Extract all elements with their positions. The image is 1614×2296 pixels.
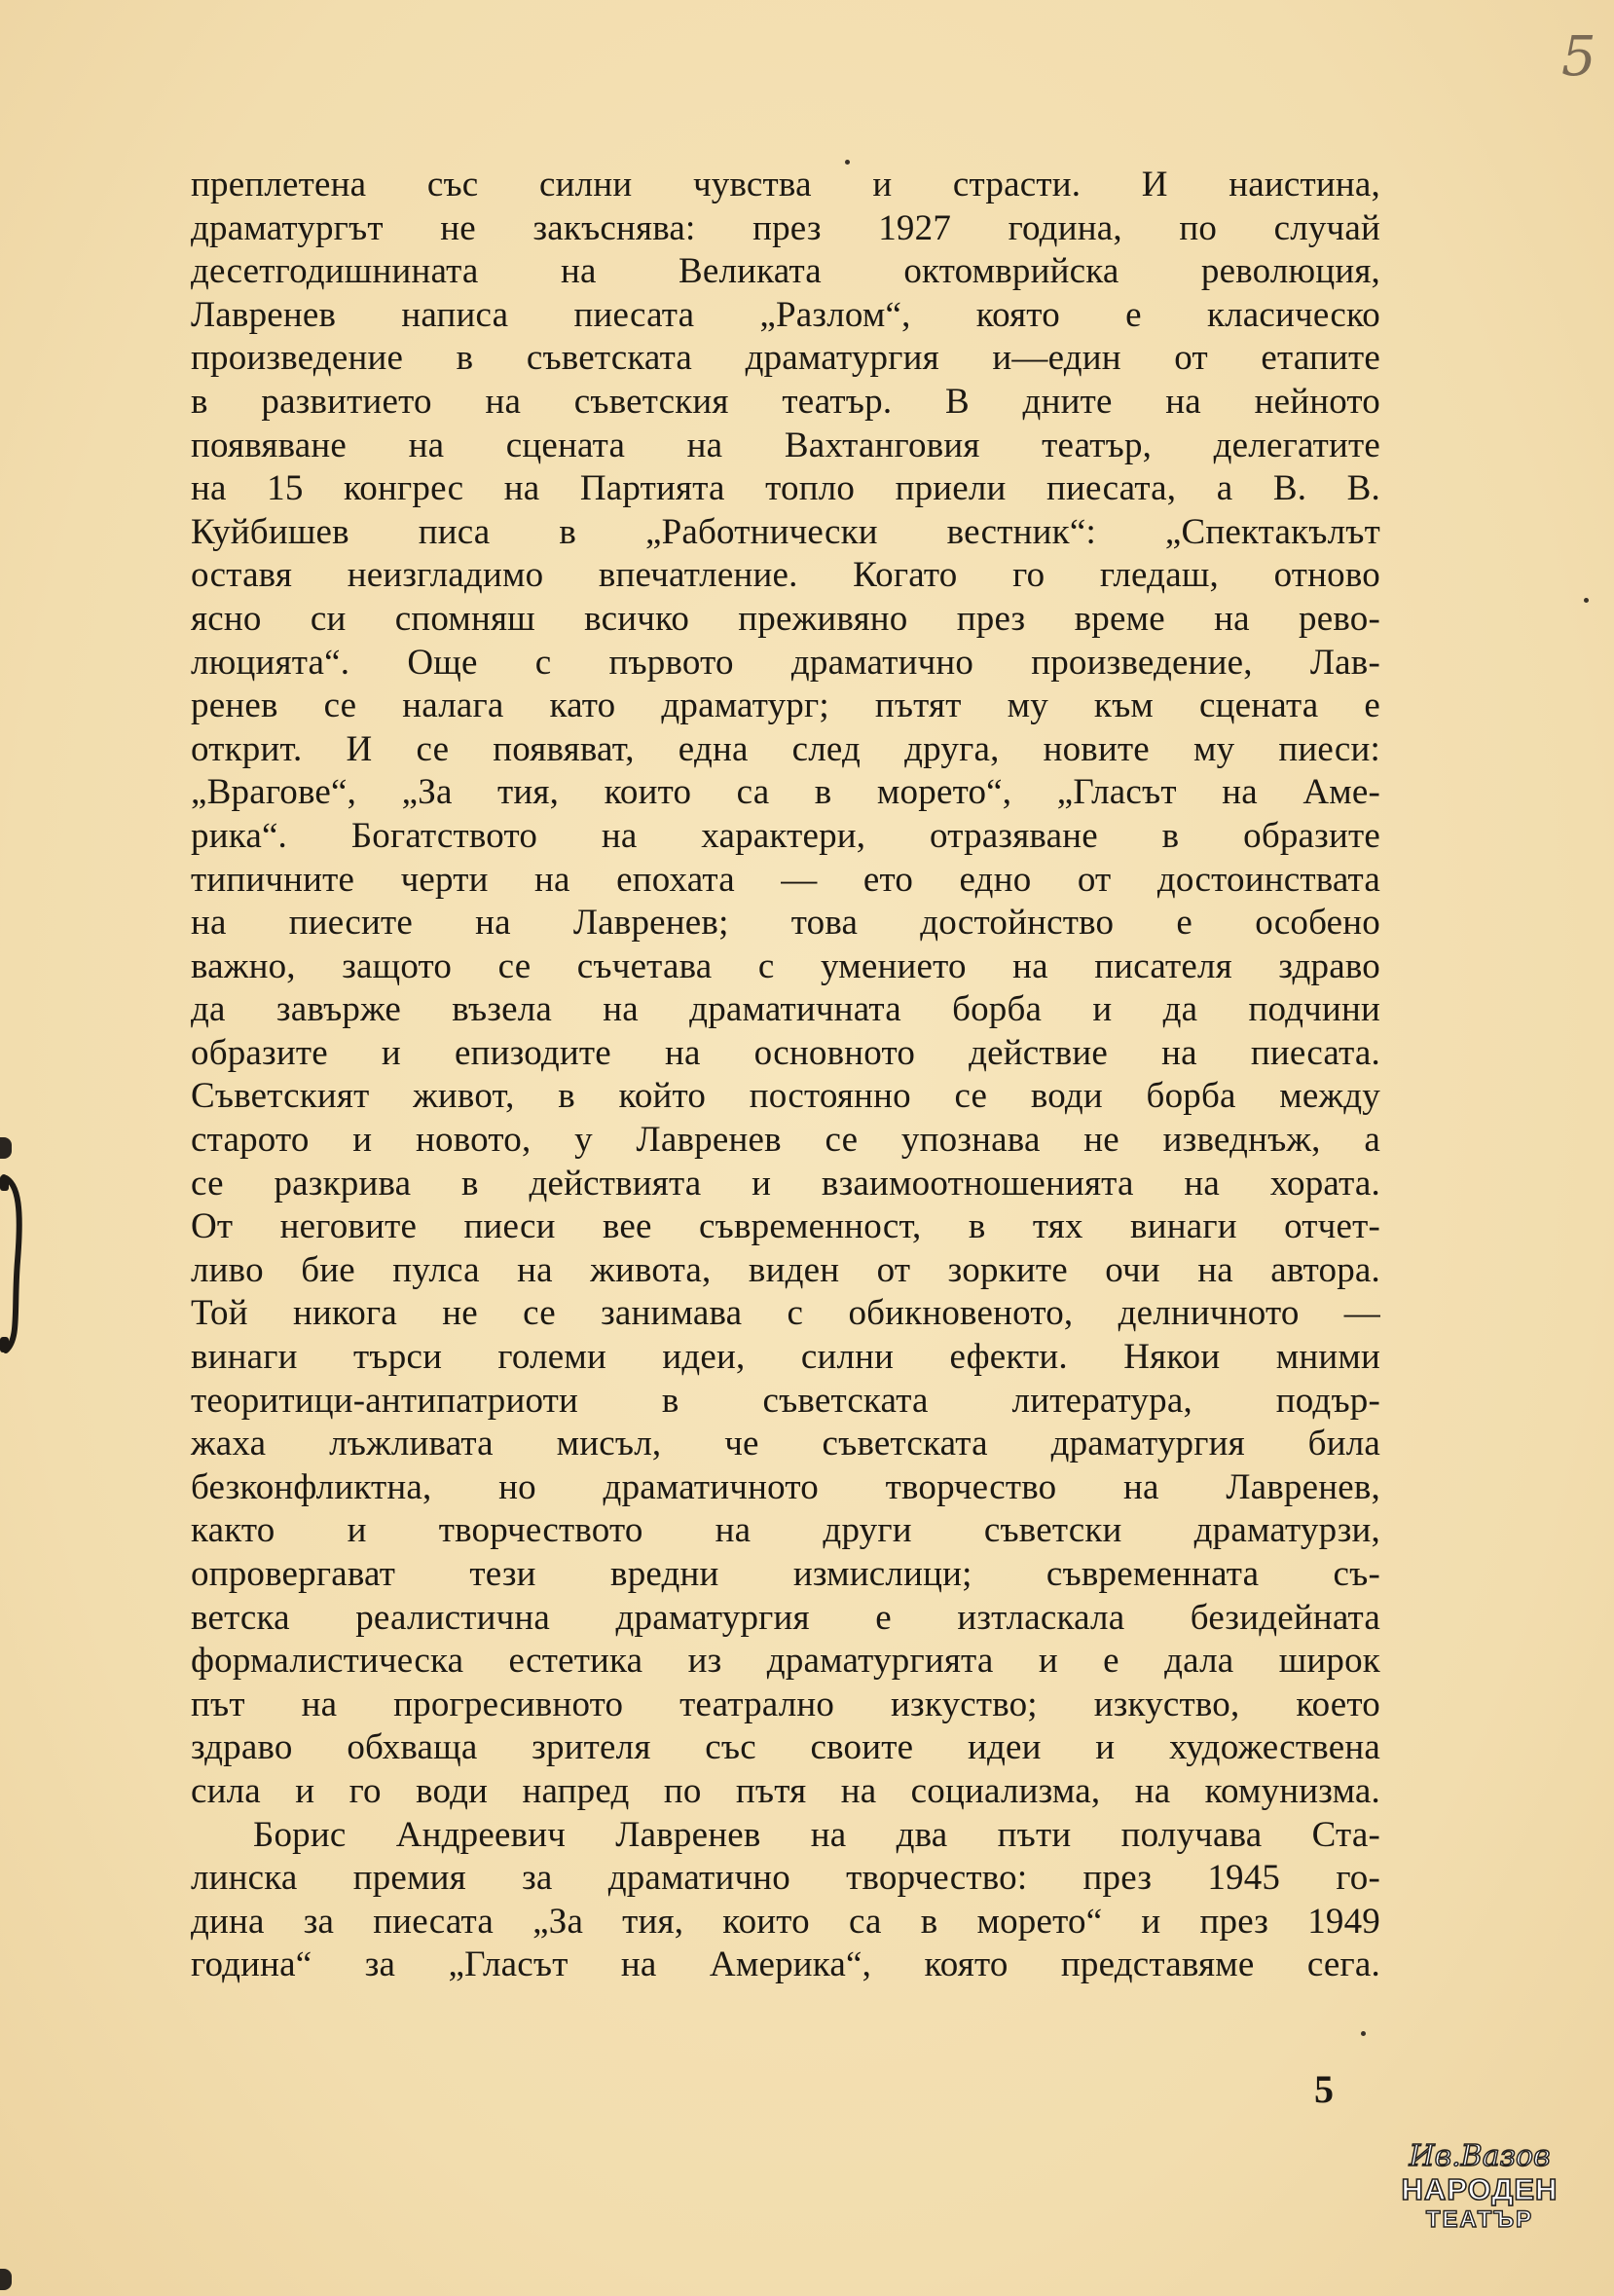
text-line: сила и го води напред по пътя на социализма, на комунизма. <box>191 1770 1380 1811</box>
binding-staple-mark <box>0 1173 25 1353</box>
text-line: дина за пиесата „За тия, които са в морето“ и през 1949 <box>191 1901 1380 1942</box>
handwritten-page-mark: 5 <box>1561 25 1596 89</box>
text-line: Лавренев написа пиесата „Разлом“, която е класическо <box>191 294 1380 335</box>
text-line: ветска реалистична драматургия е изтласкала безидейната <box>191 1597 1380 1638</box>
logo-signature: Ив.Вазов <box>1409 2139 1551 2173</box>
text-line: десетгодишнината на Великата октомврийска революция, <box>191 251 1380 292</box>
hole-punch-mark <box>0 2269 12 2290</box>
hole-punch-mark <box>0 1137 12 1159</box>
print-speck <box>1584 598 1589 603</box>
text-line: ясно си спомняш всичко преживяно през време на рево- <box>191 598 1380 639</box>
text-line: старото и новото, у Лавренев се упознава не изведнъж, а <box>191 1120 1380 1161</box>
text-line-paragraph-start: Борис Андреевич Лавренев на два пъти получава Ста- <box>253 1814 1380 1855</box>
text-line: От неговите пиеси вее съвременност, в тях винаги отчет- <box>191 1206 1380 1247</box>
text-line: люцията“. Още с първото драматично произведение, Лав- <box>191 642 1380 683</box>
text-line: път на прогресивното театрално изкуство; изкуство, което <box>191 1684 1380 1724</box>
page-number: 5 <box>1314 2067 1334 2111</box>
text-line: винаги търси големи идеи, силни ефекти. Някои мними <box>191 1337 1380 1378</box>
text-line: „Врагове“, „За тия, които са в морето“, „Гласът на Аме- <box>191 772 1380 813</box>
text-line: теоритици-антипатриоти в съветската литература, подър- <box>191 1380 1380 1421</box>
text-line: произведение в съветската драматургия и—един от етапите <box>191 338 1380 379</box>
text-line: ренев се налага като драматург; пътят му към сцената е <box>191 685 1380 726</box>
text-line: преплетена със силни чувства и страсти. И наистина, <box>191 165 1380 204</box>
text-line: типичните черти на епохата — ето едно от достоинствата <box>191 859 1380 900</box>
print-speck <box>845 160 850 165</box>
text-line: както и творчеството на други съветски драматурзи, <box>191 1510 1380 1551</box>
text-line: Той никога не се занимава с обикновеното, делничното — <box>191 1293 1380 1334</box>
text-line: появяване на сцената на Вахтанговия театър, делегатите <box>191 425 1380 465</box>
text-line: линска премия за драматично творчество: през 1945 го- <box>191 1858 1380 1899</box>
text-line: година“ за „Гласът на Америка“, която представяме сега. <box>191 1944 1380 1985</box>
logo-line-2: ТЕАТЪР <box>1425 2206 1534 2233</box>
logo-line-1: НАРОДЕН <box>1401 2172 1559 2206</box>
body-text <box>191 164 1380 1987</box>
text-line: ливо бие пулса на живота, виден от зорките очи на автора. <box>191 1249 1380 1290</box>
text-line: важно, защото се съчетава с умението на писателя здраво <box>191 945 1380 986</box>
text-line: драматургът не закъснява: през 1927 година, по случай <box>191 207 1380 248</box>
text-line: се разкрива в действията и взаимоотношенията на хората. <box>191 1163 1380 1204</box>
text-line: жаха лъжливата мисъл, че съветската драматургия била <box>191 1424 1380 1464</box>
text-line: да завърже възела на драматичната борба и да подчини <box>191 989 1380 1030</box>
print-speck <box>1361 2031 1366 2036</box>
national-theatre-stamp-logo <box>1392 2140 1567 2247</box>
text-line: оставя неизгладимо впечатление. Когато го гледаш, отново <box>191 555 1380 596</box>
text-line: в развитието на съветския театър. В дните на нейното <box>191 381 1380 422</box>
text-line: Съветският живот, в който постоянно се води борба между <box>191 1076 1380 1117</box>
text-line: формалистическа естетика из драматургията и е дала широк <box>191 1641 1380 1682</box>
text-line: безконфликтна, но драматичното творчество на Лавренев, <box>191 1466 1380 1507</box>
text-line: на пиесите на Лавренев; това достойнство е особено <box>191 903 1380 944</box>
text-line: открит. И се появяват, една след друга, новите му пиеси: <box>191 728 1380 769</box>
text-line: опровергават тези вредни измислици; съвременната съ- <box>191 1554 1380 1594</box>
text-line: на 15 конгрес на Партията топло приели пиесата, а В. В. <box>191 468 1380 509</box>
text-line: Куйбишев писа в „Работнически вестник“: „Спектакълът <box>191 511 1380 552</box>
text-line: здраво обхваща зрителя със своите идеи и художествена <box>191 1727 1380 1768</box>
text-line: образите и епизодите на основното действие на пиесата. <box>191 1032 1380 1073</box>
text-line: рика“. Богатството на характери, отразяване в образите <box>191 815 1380 856</box>
